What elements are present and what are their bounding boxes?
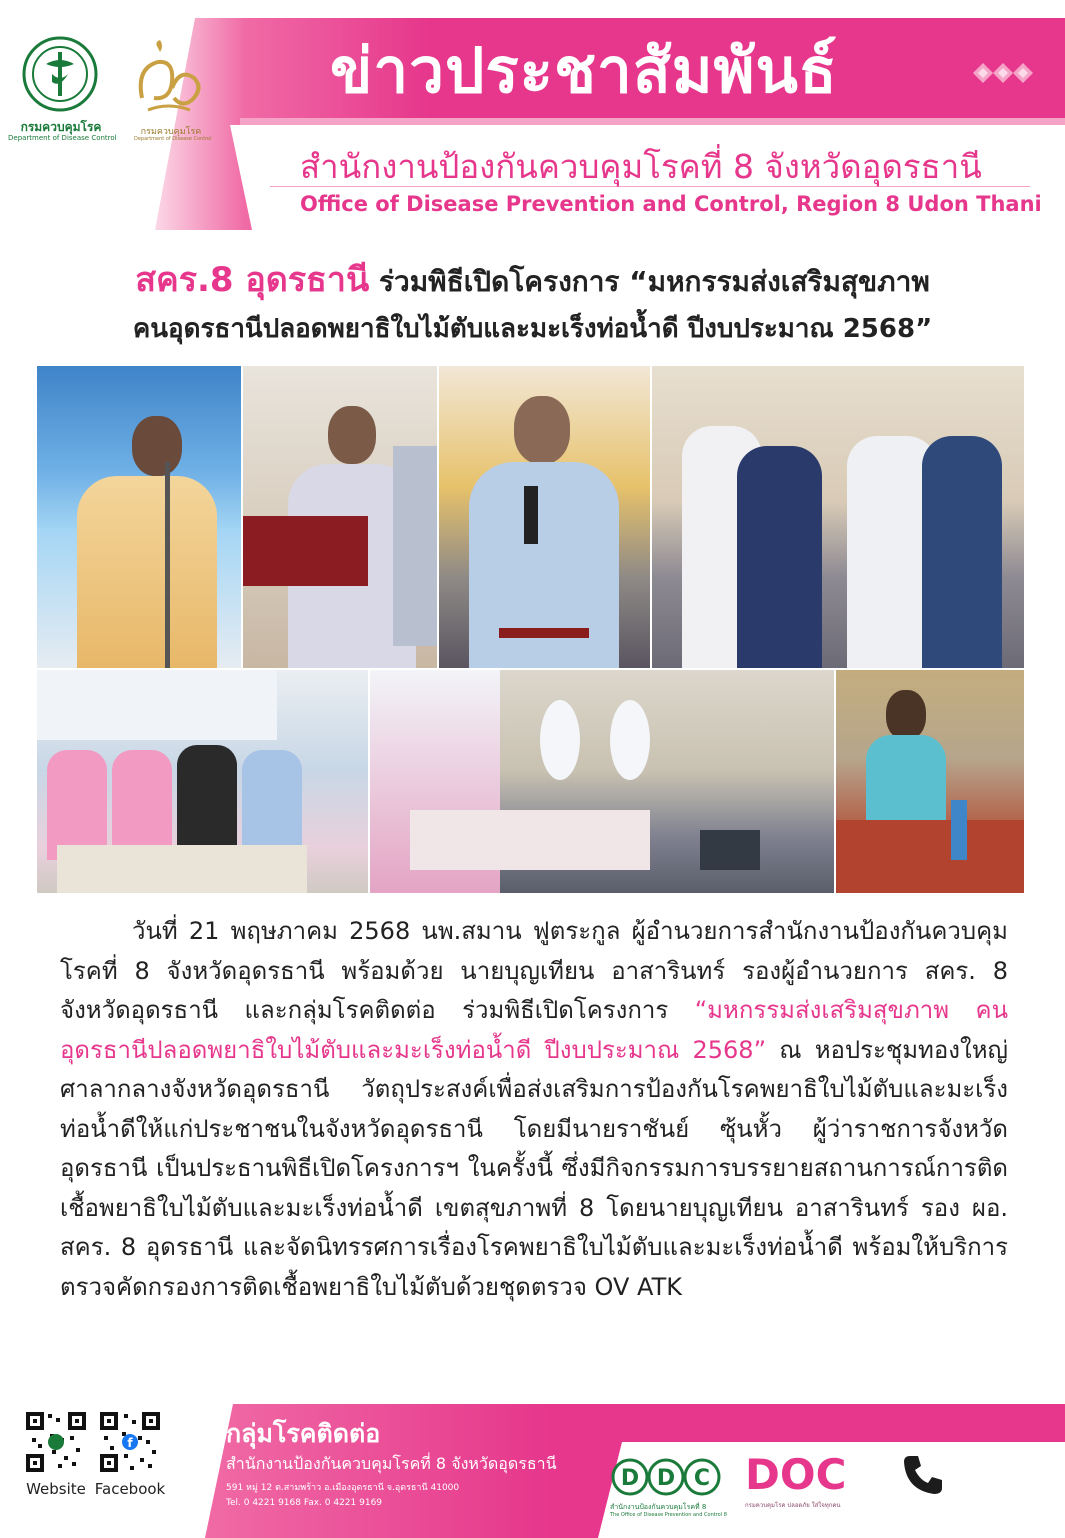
facebook-qr-code-icon[interactable] (98, 1410, 162, 1474)
header (0, 0, 1065, 240)
footer-office-name: สำนักงานป้องกันควบคุมโรคที่ 8 จังหวัดอุดรธานี (226, 1454, 557, 1473)
phone-icon (900, 1452, 946, 1498)
footer-tel-fax: Tel. 0 4221 9168 Fax. 0 4221 9169 (226, 1498, 383, 1508)
headline-line-1-text: ร่วมพิธีเปิดโครงการ “มหกรรมส่งเสริมสุขภาพ (369, 265, 930, 298)
headline-line-1 (0, 252, 1065, 306)
article-text-part-2: ณ หอประชุมทองใหญ่ ศาลากลางจังหวัดอุดรธานี วัตถุประสงค์เพื่อส่งเสริมการป้องกันโรคพยาธิใบไม้ตับและมะเร็งท่อน้ำดีให้แก่ประชาชนในจังหวัดอุดรธานี โดยมีนายราชันย์ ซุ้นหั้ว ผู้ว่าราชการจังหวัดอุดรธานี เป็นประธานพิธีเปิดโครงการฯ ในครั้งนี้ ซึ่งมีกิจกรรมการบรรยายสถานการณ์การติดเชื้อพยาธิใบไม้ตับและมะเร็งท่อน้ำดี เขตสุขภาพที่ 8 โดยนายบุญเทียน อาสารินทร์ รอง ผอ. สคร. 8 อุดรธานี และจัดนิทรรศการเรื่องโรคพยาธิใบไม้ตับและมะเร็งท่อน้ำดี พร้อมให้บริการตรวจคัดกรองการติดเชื้อพยาธิใบไม้ตับด้วยชุดตรวจ OV ATK (60, 1035, 1008, 1301)
doc-logo: DOC (745, 1450, 847, 1499)
article-body (60, 912, 1008, 1307)
svg-text:D: D (656, 1466, 676, 1491)
photo-speaker-microphone (439, 366, 650, 668)
thai-pattern-icon (963, 48, 1043, 98)
hotline-title: สายด่วน (942, 1451, 1034, 1480)
ddc-caption-en: The Office of Disease Prevention and Control 8 (610, 1512, 727, 1518)
photo-exhibition-booth (37, 670, 368, 893)
article-paragraph (60, 912, 1008, 1307)
svg-text:f: f (127, 1436, 133, 1450)
photo-reading-document (243, 366, 437, 668)
project-name-highlight: “มหกรรมส่งเสริมสุขภาพ คนอุดรธานีปลอดพยาธิใบไม้ตับและมะเร็งท่อน้ำดี ปีงบประมาณ 2568” (60, 996, 1008, 1064)
website-qr-code-icon[interactable] (24, 1410, 88, 1474)
photo-speaker-podium (37, 366, 241, 668)
headline-org: สคร.8 อุดรธานี (135, 260, 370, 300)
svg-text:D: D (620, 1466, 640, 1491)
logo-anniv-label: กรมควบคุมโรค (140, 127, 202, 137)
photo-screening-table (836, 670, 1024, 893)
logo-moph-sublabel: Department of Disease Control (8, 134, 117, 142)
ddc-caption: สำนักงานป้องกันควบคุมโรคที่ 8 (610, 1503, 707, 1511)
photo-registration-hall (370, 670, 834, 893)
hotline-number: 1422 (976, 1496, 1043, 1524)
svg-text:C: C (693, 1466, 711, 1491)
anniversary-logo-icon (128, 38, 208, 123)
doc-caption: กรมควบคุมโรค ปลอดภัย ใส่ใจทุกคน (745, 1502, 841, 1509)
office-name-en: Office of Disease Prevention and Control, Region 8 Udon Thani (300, 192, 1042, 216)
article-text-part-1: วันที่ 21 พฤษภาคม 2568 นพ.สมาน ฟูตระกูล ผู้อำนวยการสำนักงานป้องกันควบคุมโรคที่ 8 จังหวัดอุดรธานี พร้อมด้วย นายบุญเทียน อาสารินทร์ รองผู้อำนวยการ สคร. 8 จังหวัดอุดรธานี และกลุ่มโรคติดต่อ ร่วมพิธีเปิดโครงการ (60, 917, 1008, 1024)
footer-address: 591 หมู่ 12 ต.สามพร้าว อ.เมืองอุดรธานี จ.อุดรธานี 41000 (226, 1483, 460, 1493)
logo-moph-label: กรมควบคุมโรค (20, 120, 102, 134)
footer-group-name: กลุ่มโรคติดต่อ (226, 1419, 381, 1448)
logo-anniv-sublabel: Department of Disease Control (134, 136, 212, 142)
hotline-org: กรมควบคุมโรค (942, 1482, 1030, 1497)
ministry-public-health-logo-icon (22, 36, 98, 112)
photo-officials-talking (652, 366, 1024, 668)
office-name-th: สำนักงานป้องกันควบคุมโรคที่ 8 จังหวัดอุดรธานี (300, 147, 982, 186)
qr-website-label: Website (26, 1480, 86, 1498)
ddc-logo-icon (610, 1455, 722, 1499)
headline-line-2: คนอุดรธานีปลอดพยาธิใบไม้ตับและมะเร็งท่อน้ำดี ปีงบประมาณ 2568” (132, 314, 933, 344)
qr-facebook-label: Facebook (94, 1480, 166, 1498)
page-title: ข่าวประชาสัมพันธ์ (330, 34, 838, 107)
